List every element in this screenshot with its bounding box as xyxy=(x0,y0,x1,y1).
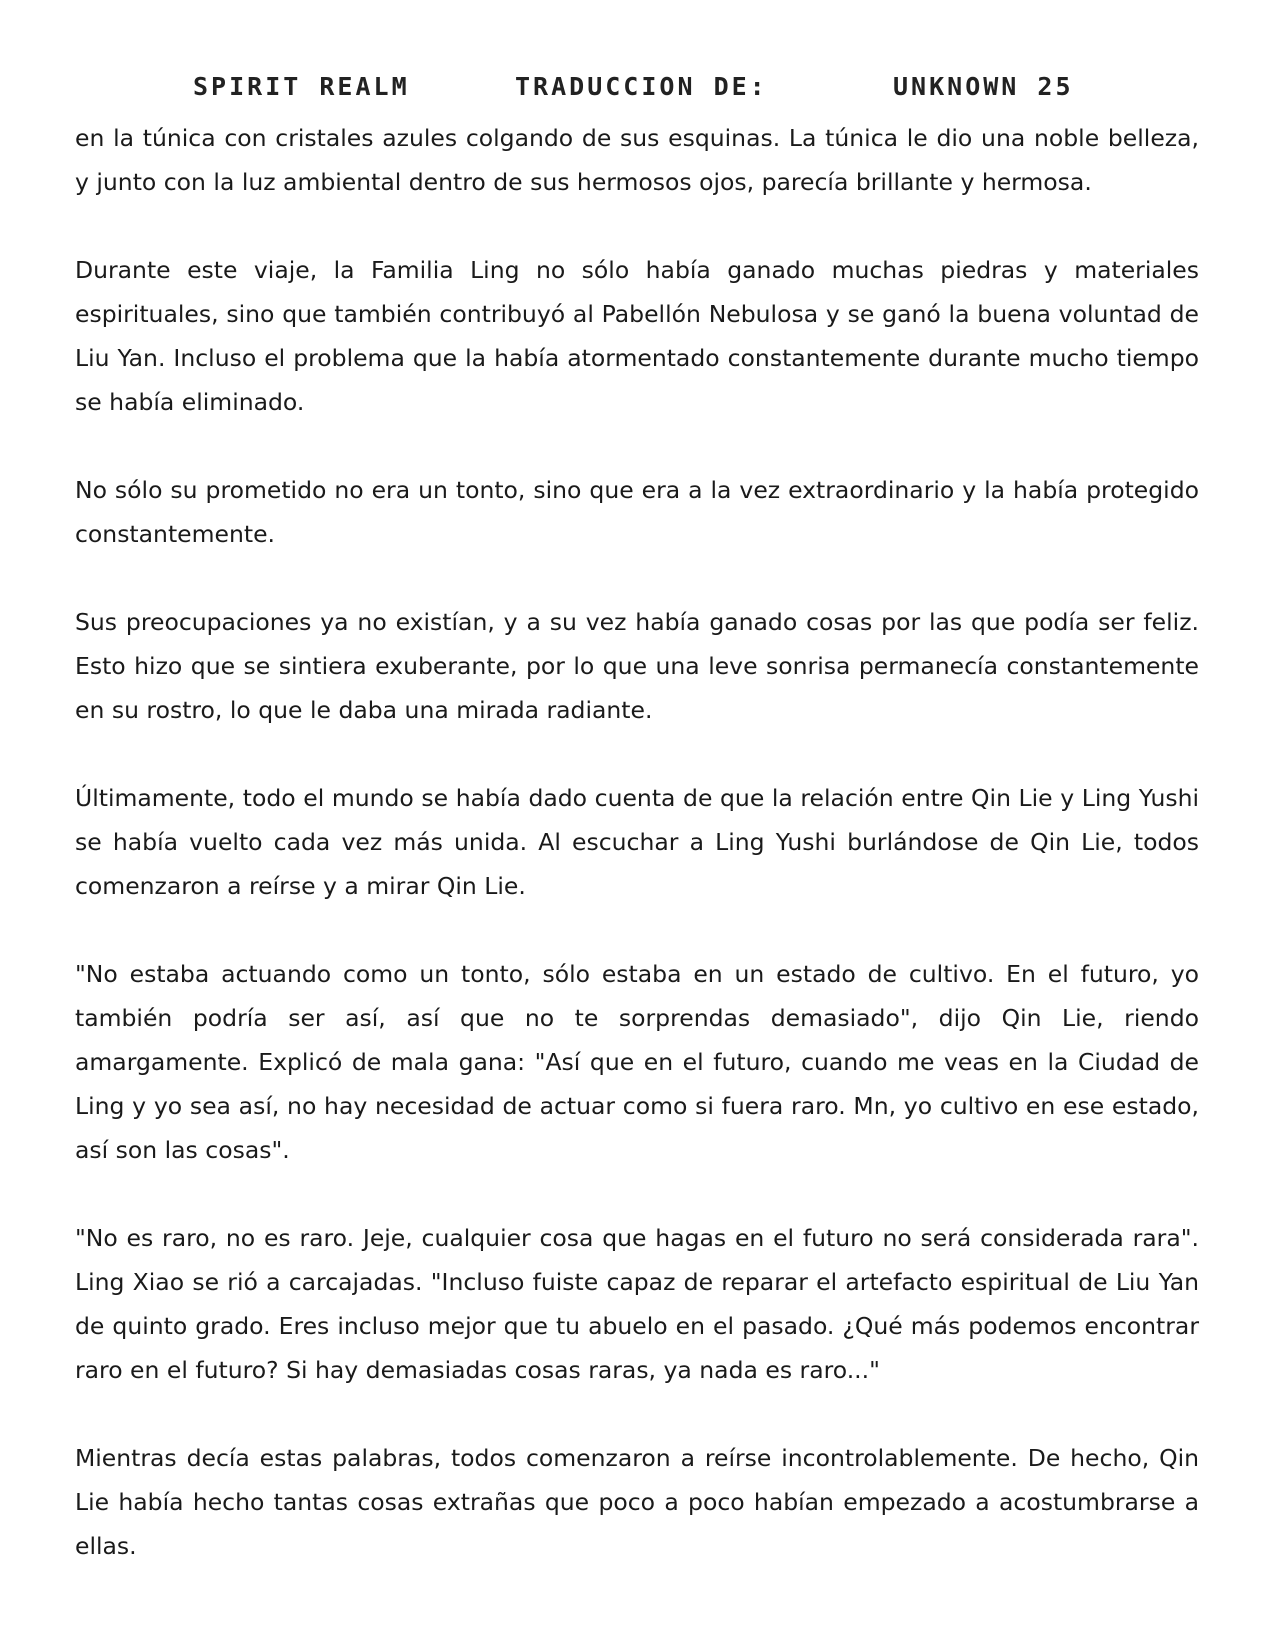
paragraph: "No es raro, no es raro. Jeje, cualquier cosa que hagas en el futuro no será considerada rara". Ling Xiao se rió a carcajadas. "Incluso fuiste capaz de reparar el artefacto espiritual de Liu Yan de quinto grado. Eres incluso mejor que tu abuelo en el pasado. ¿Qué más podemos encontrar raro en el futuro? Si hay demasiadas cosas raras, ya nada es raro..." xyxy=(75,1224,1199,1384)
paragraph: Mientras decía estas palabras, todos comenzaron a reírse incontrolablemente. De hecho, Qin Lie había hecho tantas cosas extrañas que poco a poco habían empezado a acostumbrarse a ellas. xyxy=(75,1444,1199,1560)
page-header xyxy=(0,72,1275,112)
paragraph: en la túnica con cristales azules colgando de sus esquinas. La túnica le dio una noble belleza, y junto con la luz ambiental dentro de sus hermosos ojos, parecía brillante y hermosa. xyxy=(75,124,1199,196)
header-translation-label: TRADUCCION DE: xyxy=(515,72,768,101)
header-title: SPIRIT REALM xyxy=(193,72,410,101)
paragraph: Últimamente, todo el mundo se había dado cuenta de que la relación entre Qin Lie y Ling Yushi se había vuelto cada vez más unida. Al escuchar a Ling Yushi burlándose de Qin Lie, todos comenzaron a reírse y a mirar Qin Lie. xyxy=(75,784,1199,900)
paragraph: No sólo su prometido no era un tonto, sino que era a la vez extraordinario y la había protegido constantemente. xyxy=(75,476,1199,548)
paragraph: Durante este viaje, la Familia Ling no sólo había ganado muchas piedras y materiales espirituales, sino que también contribuyó al Pabellón Nebulosa y se ganó la buena voluntad de Liu Yan. Incluso el problema que la había atormentado constantemente durante mucho tiempo se había eliminado. xyxy=(75,256,1199,416)
document-body xyxy=(75,116,1199,1568)
paragraph: Sus preocupaciones ya no existían, y a su vez había ganado cosas por las que podía ser feliz. Esto hizo que se sintiera exuberante, por lo que una leve sonrisa permanecía constantemente en su rostro, lo que le daba una mirada radiante. xyxy=(75,608,1199,724)
paragraph: "No estaba actuando como un tonto, sólo estaba en un estado de cultivo. En el futuro, yo también podría ser así, así que no te sorprendas demasiado", dijo Qin Lie, riendo amargamente. Explicó de mala gana: "Así que en el futuro, cuando me veas en la Ciudad de Ling y yo sea así, no hay necesidad de actuar como si fuera raro. Mn, yo cultivo en ese estado, así son las cosas". xyxy=(75,960,1199,1164)
header-translator: UNKNOWN 25 xyxy=(893,72,1074,101)
